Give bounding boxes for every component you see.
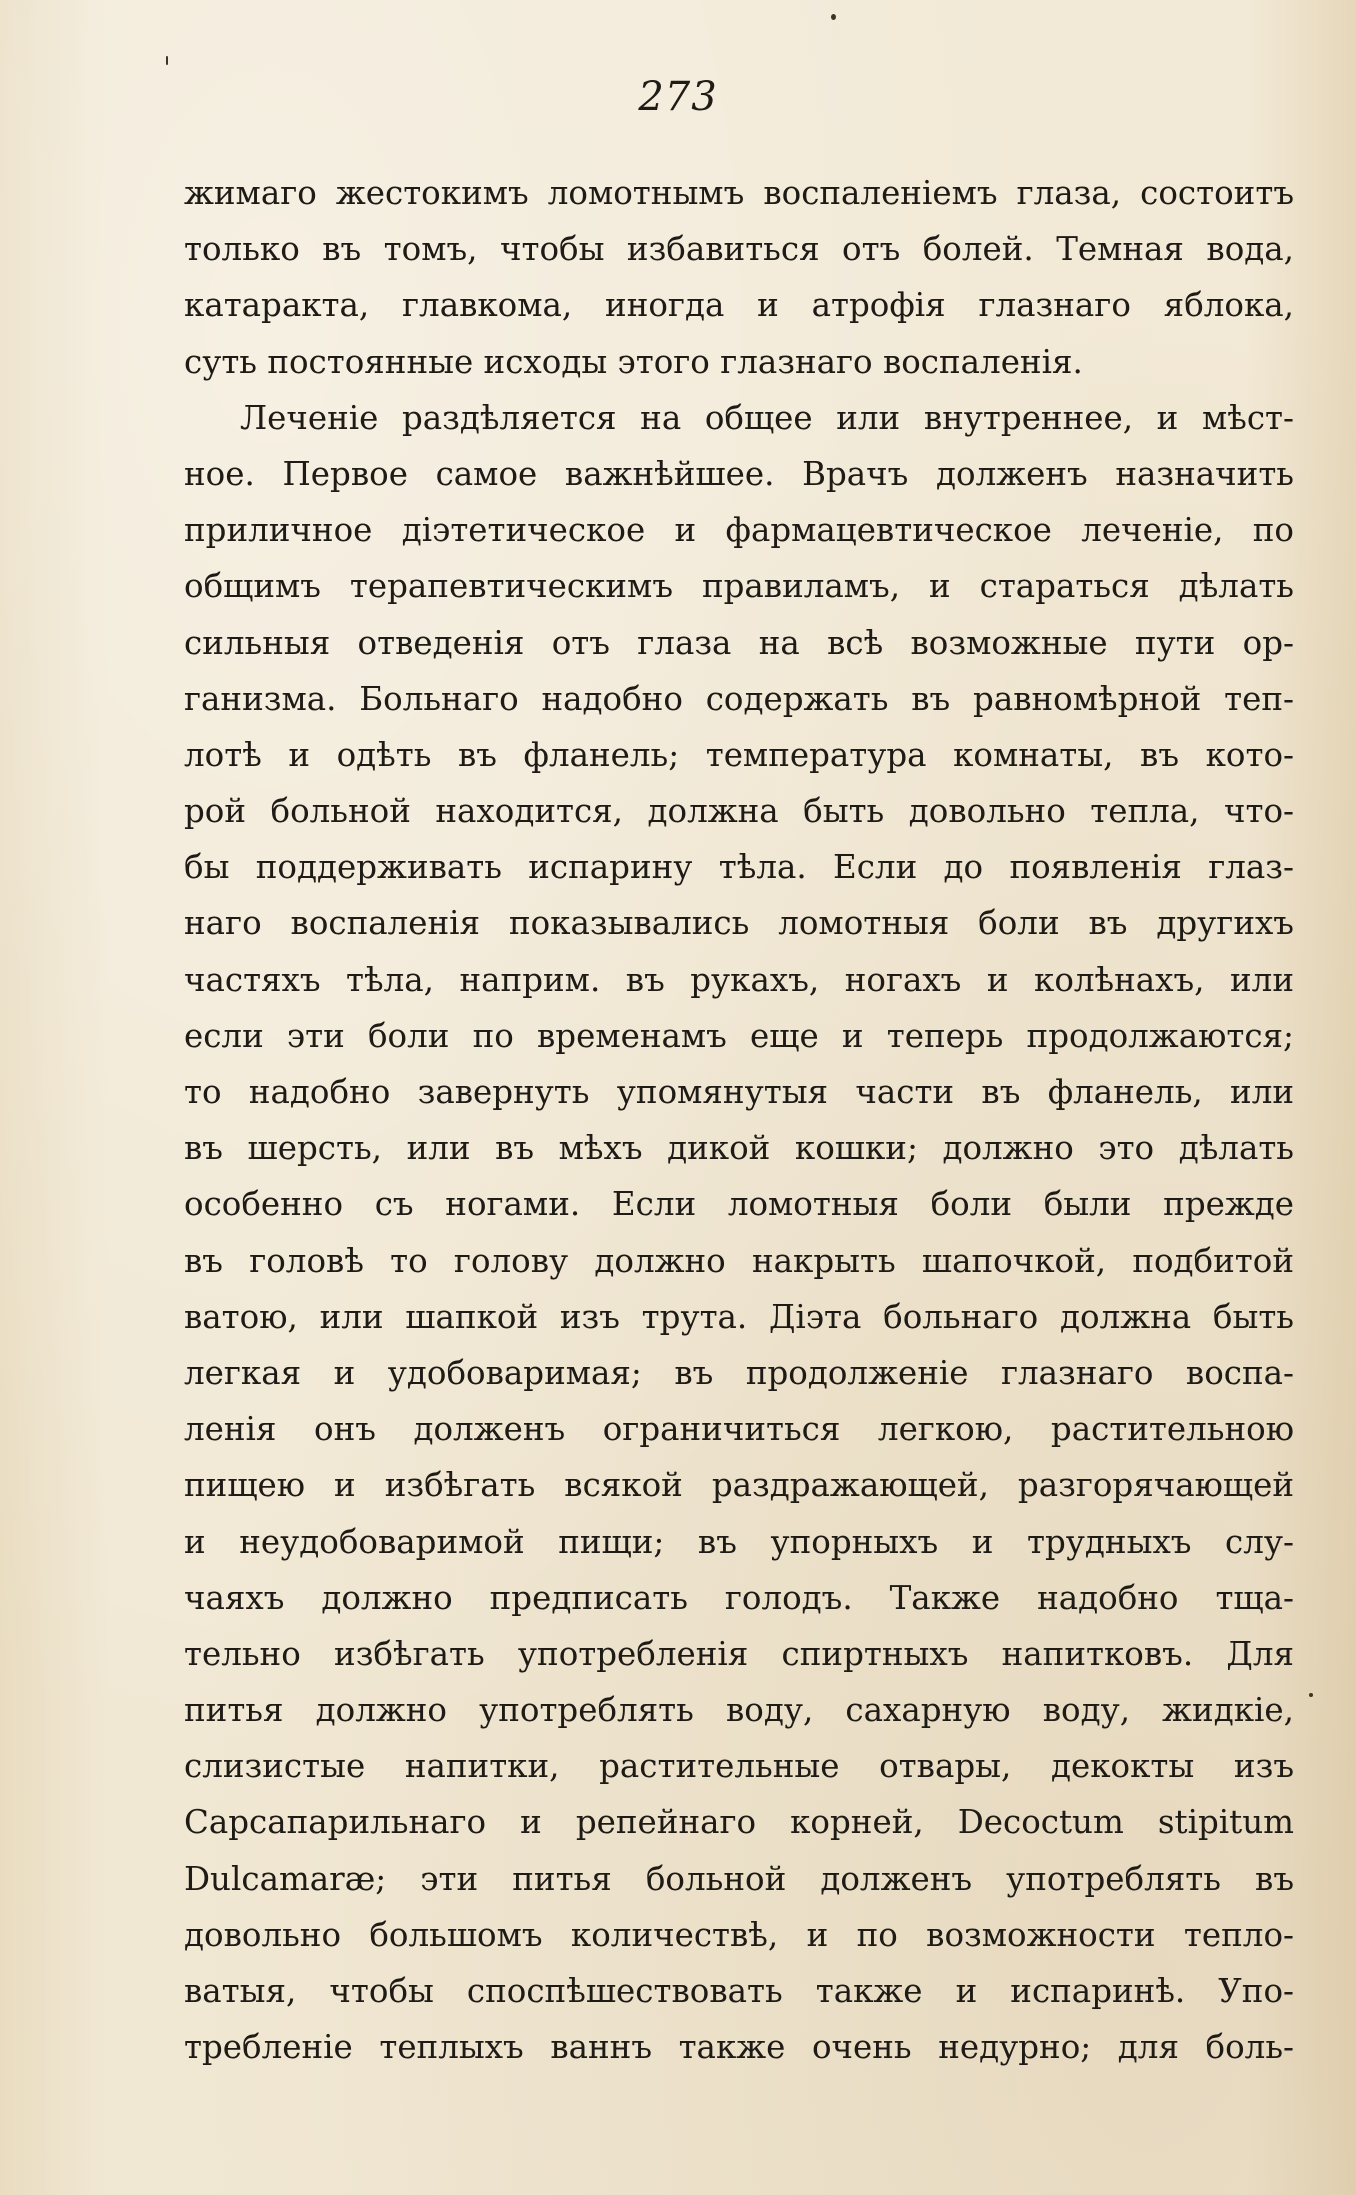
text-line: въ головѣ то голову должно накрыть шапочкой, подбитой bbox=[184, 1241, 1294, 1280]
text-line: ватою, или шапкой изъ трута. Діэта больнаго должна быть bbox=[184, 1297, 1294, 1336]
text-line: жимаго жестокимъ ломотнымъ воспаленіемъ глаза, состоитъ bbox=[184, 174, 1294, 212]
text-line: катаракта, главкома, иногда и атрофія глазнаго яблока, bbox=[184, 286, 1294, 325]
text-line: бы поддерживать испарину тѣла. Если до появленія глаз- bbox=[184, 848, 1294, 887]
text-line: только въ томъ, чтобы избавиться отъ болей. Темная вода, bbox=[184, 230, 1294, 269]
text-line: и неудобоваримой пищи; въ упорныхъ и трудныхъ слу- bbox=[184, 1522, 1294, 1561]
text-line: въ шерсть, или въ мѣхъ дикой кошки; должно это дѣлать bbox=[184, 1129, 1294, 1168]
text-line: слизистые напитки, растительные отвары, декокты изъ bbox=[184, 1747, 1294, 1786]
text-line: пищею и избѣгать всякой раздражающей, разгорячающей bbox=[184, 1466, 1294, 1505]
paragraph-start-line: Леченіе раздѣляется на общее или внутреннее, и мѣст- bbox=[240, 398, 1294, 437]
text-line: наго воспаленія показывались ломотныя боли въ другихъ bbox=[184, 904, 1294, 943]
text-line: ганизма. Больнаго надобно содержать въ равномѣрной теп- bbox=[184, 679, 1294, 718]
text-line: приличное діэтетическое и фармацевтическое леченіе, по bbox=[184, 511, 1294, 550]
text-line: легкая и удобоваримая; въ продолженіе глазнаго воспа- bbox=[184, 1353, 1294, 1392]
text-line: чаяхъ должно предписать голодъ. Также надобно тща- bbox=[184, 1578, 1294, 1617]
text-line: питья должно употреблять воду, сахарную воду, жидкіе, bbox=[184, 1691, 1294, 1730]
ink-speck bbox=[166, 56, 168, 65]
text-line: ное. Первое самое важнѣйшее. Врачъ долженъ назначить bbox=[184, 454, 1294, 493]
text-line: довольно большомъ количествѣ, и по возможности тепло- bbox=[184, 1915, 1294, 1954]
text-line: лотѣ и одѣть въ фланель; температура комнаты, въ кото- bbox=[184, 735, 1294, 774]
text-line: суть постоянные исходы этого глазнаго воспаленія. bbox=[184, 342, 1083, 381]
text-line: Dulcamaræ; эти питья больной долженъ употреблять въ bbox=[184, 1859, 1294, 1898]
text-line: общимъ терапевтическимъ правиламъ, и стараться дѣлать bbox=[184, 567, 1294, 606]
text-line: требленіе теплыхъ ваннъ также очень недурно; для боль- bbox=[184, 2028, 1294, 2067]
ink-speck bbox=[1309, 1693, 1313, 1697]
text-line: ватыя, чтобы споспѣшествовать также и испаринѣ. Упо- bbox=[184, 1972, 1294, 2010]
text-line: рой больной находится, должна быть довольно тепла, что- bbox=[184, 792, 1294, 831]
text-line: частяхъ тѣла, наприм. въ рукахъ, ногахъ и колѣнахъ, или bbox=[184, 960, 1294, 999]
text-line: тельно избѣгать употребленія спиртныхъ напитковъ. Для bbox=[184, 1634, 1294, 1673]
text-line: если эти боли по временамъ еще и теперь продолжаются; bbox=[184, 1016, 1294, 1055]
page-number: 273 bbox=[638, 74, 718, 120]
ink-speck bbox=[831, 14, 836, 20]
text-line: сильныя отведенія отъ глаза на всѣ возможные пути ор- bbox=[184, 623, 1294, 662]
text-line: Сарсапарильнаго и репейнаго корней, Decoctum stipitum bbox=[184, 1803, 1294, 1842]
page-body-text bbox=[184, 165, 1294, 2075]
text-line: то надобно завернуть упомянутыя части въ фланель, или bbox=[184, 1073, 1294, 1111]
text-line: особенно съ ногами. Если ломотныя боли были прежде bbox=[184, 1185, 1294, 1224]
text-line: ленія онъ долженъ ограничиться легкою, растительною bbox=[184, 1410, 1294, 1449]
